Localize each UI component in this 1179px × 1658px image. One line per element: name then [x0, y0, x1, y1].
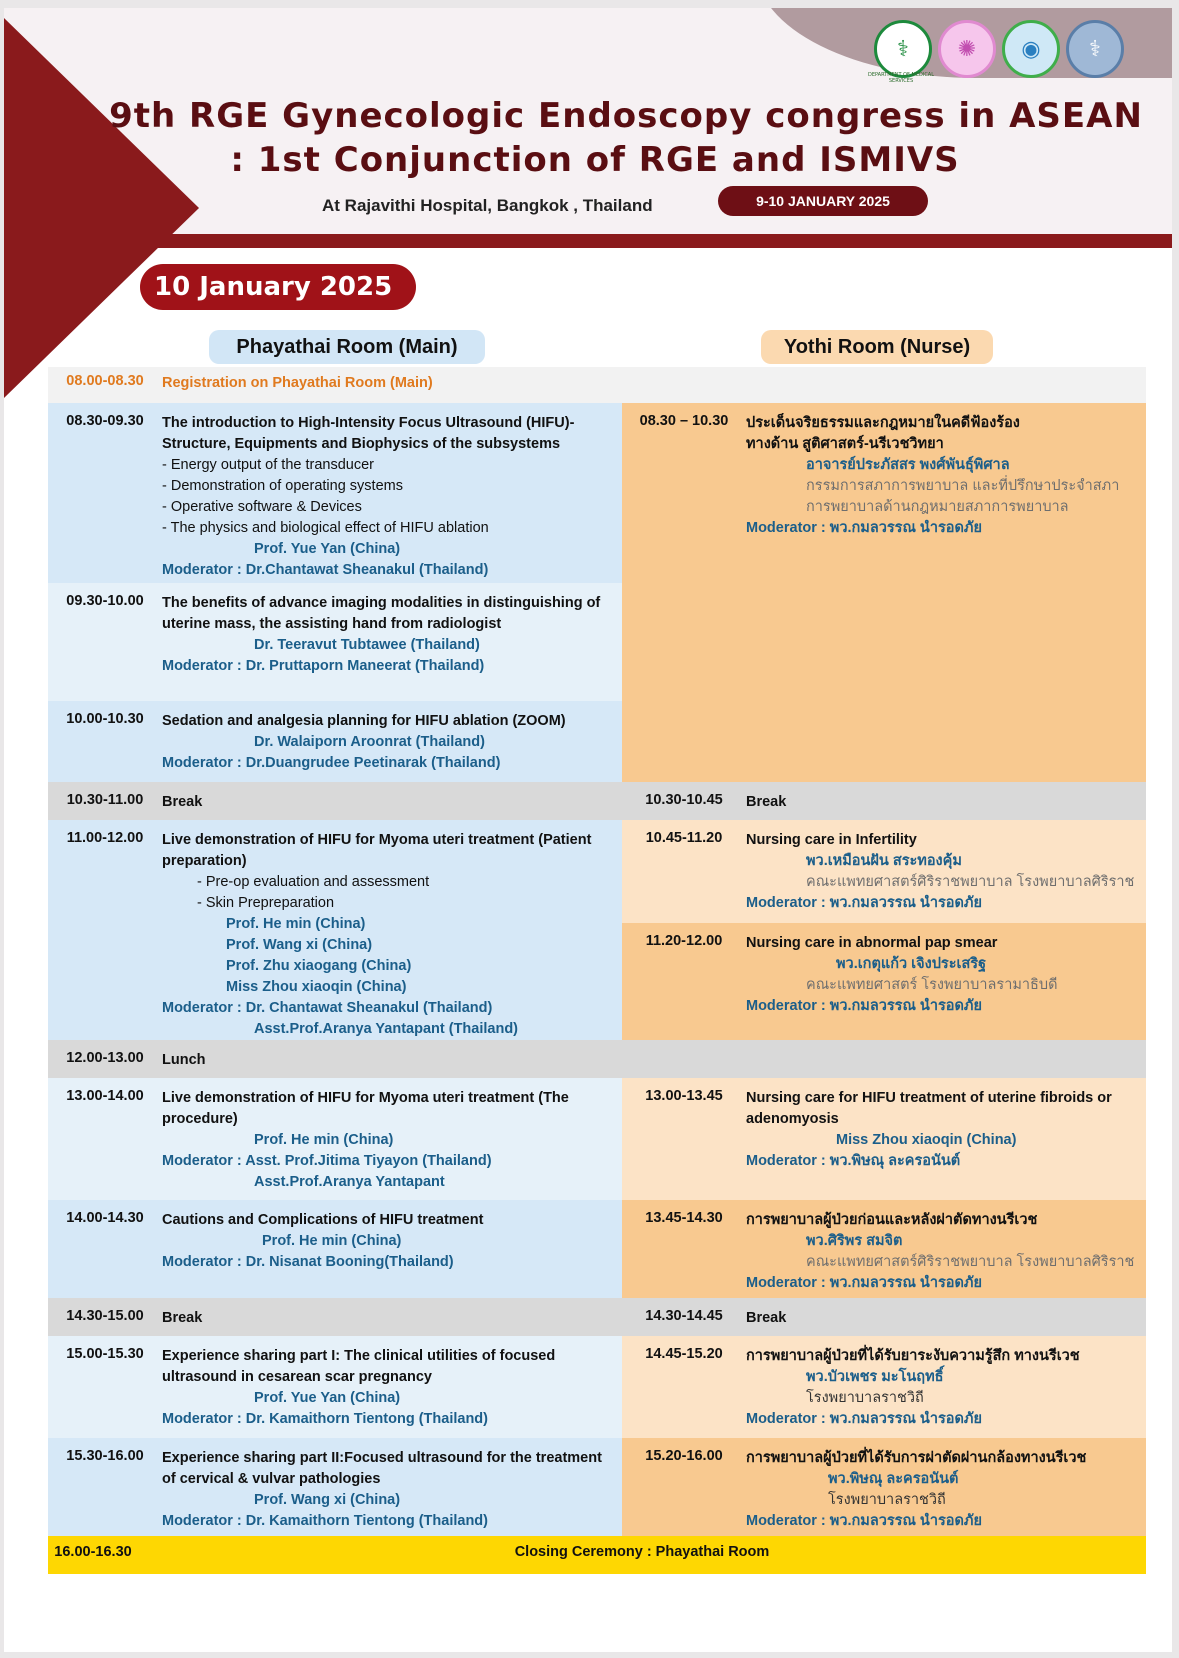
session-time: 16.00-16.30	[54, 1544, 132, 1560]
session-time: 15.20-16.00	[645, 1448, 723, 1464]
moderator-2: Asst.Prof.Aranya Yantapant	[254, 1174, 445, 1190]
session-content	[746, 1078, 1146, 1200]
break-row	[48, 782, 1146, 820]
nurse-session-row	[622, 403, 1146, 782]
session-content	[162, 701, 622, 782]
session-content	[746, 923, 1146, 1040]
moderator: Moderator : พว.กมลวรรณ นำรอดภัย	[746, 520, 982, 536]
affiliation: โรงพยาบาลราชวิถี	[828, 1492, 946, 1508]
session-title: การพยาบาลผู้ป่วยก่อนและหลังผ่าตัดทางนรีเวช	[746, 1212, 1038, 1228]
nurse-column	[622, 820, 1146, 1040]
room-main-heading: Phayathai Room (Main)	[209, 330, 485, 364]
session-title: Nursing care in Infertility	[746, 832, 917, 848]
moderator: Moderator : Dr. Chantawat Sheanakul (Thailand)	[162, 1000, 493, 1016]
session-title: Break	[746, 794, 787, 810]
moderator: Moderator : พว.กมลวรรณ นำรอดภัย	[746, 1411, 982, 1427]
session-content	[746, 1336, 1146, 1438]
session-time: 15.00-15.30	[66, 1346, 144, 1362]
session-time: 12.00-13.00	[66, 1050, 144, 1066]
session-title: Sedation and analgesia planning for HIFU ablation (ZOOM)	[162, 713, 566, 729]
closing-row	[48, 1536, 1146, 1574]
speaker: Prof. Yue Yan (China)	[254, 1390, 401, 1406]
nurse-session-row	[622, 1438, 1146, 1536]
session-row	[48, 1078, 622, 1200]
session-content	[162, 1200, 622, 1298]
lunch-row	[48, 1040, 1146, 1078]
session-time: 08.30-09.30	[66, 413, 144, 429]
session-title: Break	[746, 1310, 787, 1326]
pink-seal-logo-icon: ✺	[938, 20, 996, 78]
affiliation: คณะแพทยศาสตร์ศิริราชพยาบาล โรงพยาบาลศิริราช	[806, 874, 1135, 890]
session-title: การพยาบาลผู้ป่วยที่ได้รับการผ่าตัดผ่านกล้องทางนรีเวช	[746, 1450, 1087, 1466]
session-time: 14.45-15.20	[645, 1346, 723, 1362]
nurse-session-row	[622, 820, 1146, 923]
late-morning-block	[48, 820, 1146, 1040]
session-title: Nursing care for HIFU treatment of uterine fibroids or adenomyosis	[746, 1090, 1112, 1127]
session-time: 09.30-10.00	[66, 593, 144, 609]
moderator: Moderator : Dr.Chantawat Sheanakul (Thailand)	[162, 562, 489, 578]
nurse-session-row	[622, 1336, 1146, 1438]
event-dates-badge: 9-10 JANUARY 2025	[718, 186, 928, 216]
speaker: Prof. He min (China)	[254, 1132, 394, 1148]
speaker: Dr. Teeravut Tubtawee (Thailand)	[254, 637, 480, 653]
afternoon-row-2	[48, 1200, 1146, 1298]
session-title: Live demonstration of HIFU for Myoma uteri treatment (The procedure)	[162, 1090, 569, 1127]
session-time: 14.30-15.00	[66, 1308, 144, 1324]
morning-block	[48, 403, 1146, 782]
moderator: Moderator : พว.กมลวรรณ นำรอดภัย	[746, 1513, 982, 1529]
session-content	[162, 403, 622, 583]
session-content	[746, 820, 1146, 923]
break-row	[48, 1298, 1146, 1336]
congress-title: 9th RGE Gynecologic Endoscopy congress in ASEAN	[109, 96, 1143, 136]
room-nurse-heading: Yothi Room (Nurse)	[761, 330, 993, 364]
session-time: 14.30-14.45	[645, 1308, 723, 1324]
session-row	[48, 820, 622, 1040]
moderator: Moderator : Dr. Kamaithorn Tientong (Thailand)	[162, 1513, 488, 1529]
session-title: Experience sharing part I: The clinical utilities of focused ultrasound in cesarean scar pregnancy	[162, 1348, 556, 1385]
ministry-logo-icon: ⚕	[874, 20, 932, 78]
affiliation: โรงพยาบาลราชวิถี	[806, 1390, 924, 1406]
session-title: The introduction to High-Intensity Focus Ultrasound (HIFU)- Structure, Equipments and Biophysics of the subsystems	[162, 415, 575, 452]
session-title-cont: ทางด้าน สูติศาสตร์-นรีเวชวิทยา	[746, 436, 944, 452]
speaker: Dr. Walaiporn Aroonrat (Thailand)	[254, 734, 485, 750]
session-title: Experience sharing part II:Focused ultrasound for the treatment of cervical & vulvar pathologies	[162, 1450, 602, 1487]
speaker: พว.บัวเพชร มะโนฤทธิ์	[806, 1369, 944, 1385]
speaker: Miss Zhou xiaoqin (China)	[226, 979, 407, 995]
session-content	[162, 820, 622, 1040]
session-row	[48, 583, 622, 701]
affiliation: คณะแพทยศาสตร์ศิริราชพยาบาล โรงพยาบาลศิริราช	[806, 1254, 1135, 1270]
speaker: พว.ศิริพร สมจิต	[806, 1233, 903, 1249]
moderator: Moderator : Dr.Duangrudee Peetinarak (Thailand)	[162, 755, 501, 771]
session-time: 14.00-14.30	[66, 1210, 144, 1226]
session-title: Break	[162, 1310, 203, 1326]
venue: At Rajavithi Hospital, Bangkok , Thailand	[322, 196, 653, 215]
session-bullet: - Pre-op evaluation and assessment	[197, 874, 430, 890]
speaker: พว.เหมือนฝัน สระทองคุ้ม	[806, 853, 962, 869]
session-time: 08.30 – 10.30	[639, 413, 729, 429]
session-time: 11.20-12.00	[645, 933, 723, 949]
session-content	[746, 1200, 1146, 1298]
session-time: 13.00-13.45	[645, 1088, 723, 1104]
header-divider	[4, 234, 1172, 248]
schedule-grid	[48, 367, 1146, 1574]
logo-group	[874, 20, 1124, 78]
speaker: Prof. He min (China)	[226, 916, 366, 932]
session-title: Cautions and Complications of HIFU treatment	[162, 1212, 484, 1228]
session-row	[48, 1438, 622, 1536]
session-row	[48, 1200, 622, 1298]
session-title: Closing Ceremony : Phayathai Room	[514, 1544, 770, 1560]
moderator: Moderator : พว.กมลวรรณ นำรอดภัย	[746, 998, 982, 1014]
speaker: Prof. Wang xi (China)	[226, 937, 373, 953]
session-time: 08.00-08.30	[66, 373, 144, 389]
session-content	[162, 583, 622, 701]
globe-logo-icon: ◉	[1002, 20, 1060, 78]
session-title: Nursing care in abnormal pap smear	[746, 935, 998, 951]
moderator: Moderator : Dr. Kamaithorn Tientong (Thailand)	[162, 1411, 488, 1427]
moderator: Moderator : Asst. Prof.Jitima Tiyayon (Thailand)	[162, 1153, 492, 1169]
session-title: การพยาบาลผู้ป่วยที่ได้รับยาระงับความรู้สึก ทางนรีเวช	[746, 1348, 1080, 1364]
session-time: 13.00-14.00	[66, 1088, 144, 1104]
session-time: 15.30-16.00	[66, 1448, 144, 1464]
moderator: Moderator : Dr. Nisanat Booning(Thailand)	[162, 1254, 454, 1270]
moderator: Moderator : พว.กมลวรรณ นำรอดภัย	[746, 895, 982, 911]
session-content	[162, 1438, 622, 1536]
nurse-session-row	[622, 1200, 1146, 1298]
moderator: Moderator : พว.กมลวรรณ นำรอดภัย	[746, 1275, 982, 1291]
session-content	[746, 403, 1146, 782]
speaker: Prof. He min (China)	[262, 1233, 402, 1249]
program-page	[4, 8, 1172, 1652]
speaker: Prof. Yue Yan (China)	[254, 541, 401, 557]
registration-row	[48, 367, 1146, 403]
session-title: The benefits of advance imaging modalities in distinguishing of uterine mass, the assisting hand from radiologist	[162, 595, 601, 632]
session-content	[162, 1336, 622, 1438]
session-content	[746, 1438, 1146, 1536]
session-title: Lunch	[162, 1052, 206, 1068]
session-bullet: - Operative software & Devices	[162, 499, 362, 515]
session-row	[48, 403, 622, 583]
moderator: Moderator : Dr. Pruttaporn Maneerat (Thailand)	[162, 658, 485, 674]
speaker: Miss Zhou xiaoqin (China)	[836, 1132, 1017, 1148]
session-time: 10.00-10.30	[66, 711, 144, 727]
session-time: 10.45-11.20	[645, 830, 723, 846]
afternoon-row-1	[48, 1078, 1146, 1200]
session-title: ประเด็นจริยธรรมและกฎหมายในคดีฟ้องร้อง	[746, 415, 1020, 431]
session-time: 10.30-11.00	[66, 792, 144, 808]
congress-subtitle: : 1st Conjunction of RGE and ISMIVS	[230, 140, 960, 180]
logo-caption: DEPARTMENT OF MEDICAL SERVICES	[867, 72, 935, 84]
session-bullet: - Demonstration of operating systems	[162, 478, 403, 494]
session-time: 11.00-12.00	[66, 830, 144, 846]
session-row	[48, 1336, 622, 1438]
afternoon-row-4	[48, 1438, 1146, 1536]
moderator: Moderator : พว.พิษณุ ละครอนันต์	[746, 1153, 961, 1169]
caduceus-logo-icon: ⚕	[1066, 20, 1124, 78]
decorative-triangle	[4, 18, 199, 398]
affiliation: คณะแพทยศาสตร์ โรงพยาบาลรามาธิบดี	[806, 977, 1058, 993]
session-title: Live demonstration of HIFU for Myoma uteri treatment (Patient preparation)	[162, 832, 592, 869]
affiliation: กรรมการสภาการพยาบาล และที่ปรึกษาประจำสภา	[806, 478, 1120, 494]
session-time: 13.45-14.30	[645, 1210, 723, 1226]
speaker: Prof. Wang xi (China)	[254, 1492, 401, 1508]
session-bullet: - The physics and biological effect of HIFU ablation	[162, 520, 489, 536]
session-bullet: - Skin Prepreparation	[197, 895, 335, 911]
moderator-2: Asst.Prof.Aranya Yantapant (Thailand)	[254, 1021, 519, 1037]
main-column	[48, 403, 622, 782]
session-content	[162, 1078, 622, 1200]
speaker: Prof. Zhu xiaogang (China)	[226, 958, 412, 974]
speaker: พว.พิษณุ ละครอนันต์	[828, 1471, 959, 1487]
speaker: อาจารย์ประภัสสร พงศ์พันธุ์พิศาล	[806, 457, 1010, 473]
session-title: Registration on Phayathai Room (Main)	[162, 375, 433, 391]
affiliation: การพยาบาลด้านกฎหมายสภาการพยาบาล	[806, 499, 1069, 515]
session-title: Break	[162, 794, 203, 810]
afternoon-row-3	[48, 1336, 1146, 1438]
speaker: พว.เกตุแก้ว เจิงประเสริฐ	[836, 956, 987, 972]
session-bullet: - Energy output of the transducer	[162, 457, 374, 473]
nurse-session-row	[622, 923, 1146, 1040]
nurse-session-row	[622, 1078, 1146, 1200]
session-row	[48, 701, 622, 782]
day-badge: 10 January 2025	[140, 264, 416, 310]
session-time: 10.30-10.45	[645, 792, 723, 808]
